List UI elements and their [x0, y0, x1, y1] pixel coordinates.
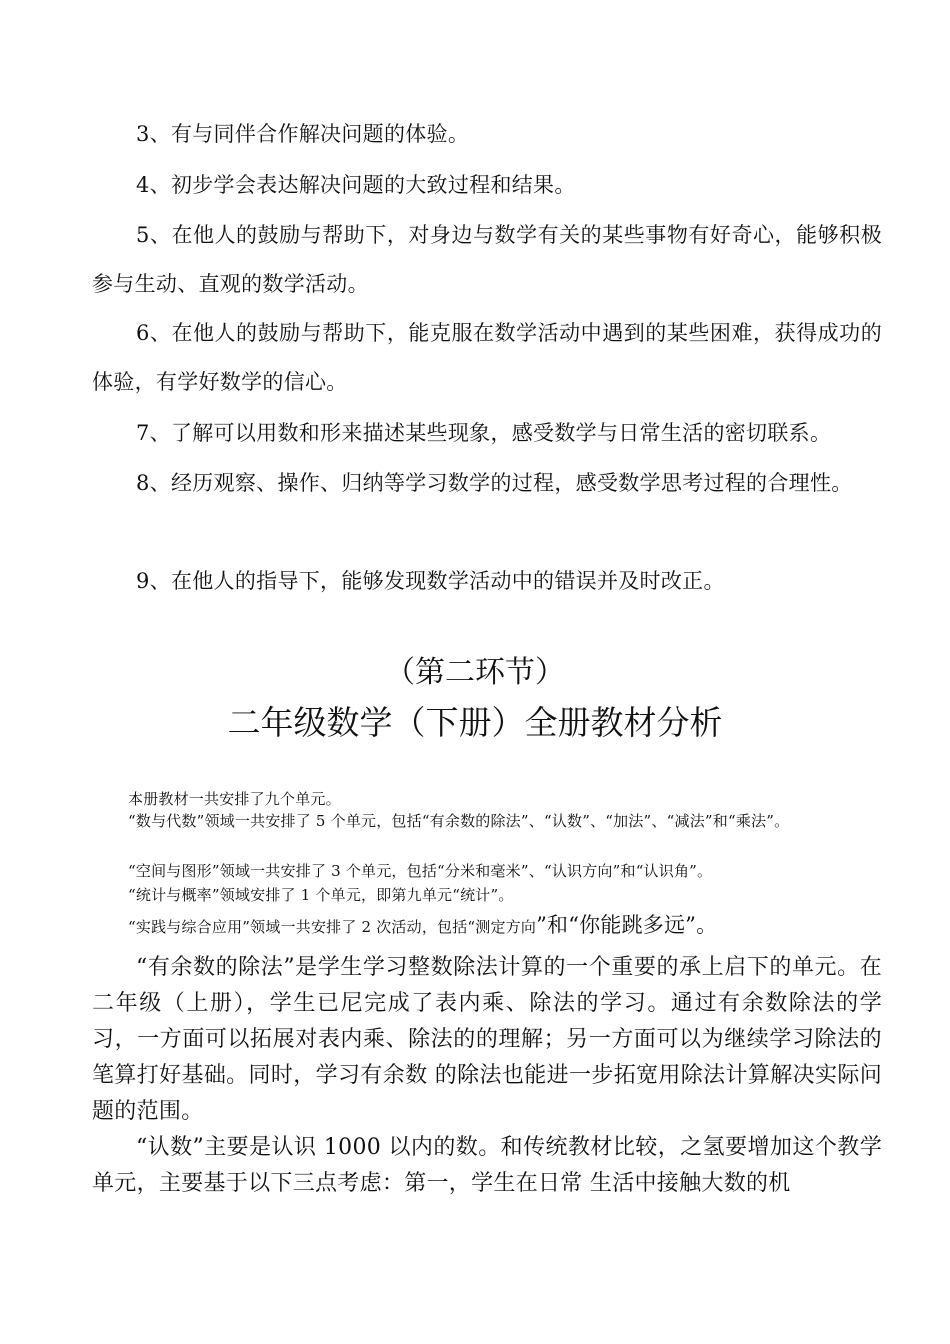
- goal-8: 8、经历观察、操作、归纳等学习数学的过程，感受数学思考过程的合理性。: [136, 471, 853, 495]
- overview-number-algebra: “数与代数”领域一共安排了 5 个单元，包括“有余数的除法”、“认数”、“加法”、“减法”和“乘法”。: [128, 812, 790, 830]
- practice-large-text: ”和“你能跳多远”。: [536, 913, 718, 937]
- section-subtitle: （第二环节）: [385, 655, 565, 690]
- goal-6: 6、在他人的鼓励与帮助下，能克服在数学活动中遇到的某些困难，获得成功的体验，有学好数学的信心。: [92, 321, 882, 394]
- analysis-numbers: “认数”主要是认识 1000 以内的数。和传统教材比较，之氢要增加这个教学单元，主要基于以下三点考虑：第一，学生在日常 生活中接触大数的机: [92, 1135, 882, 1196]
- overview-space-shape: “空间与图形”领域一共安排了 3 个单元，包括“分米和毫米”、“认识方向”和“认识角”。: [128, 862, 713, 880]
- overview-units: 本册教材一共安排了九个单元。: [128, 790, 341, 808]
- practice-small-text: “实践与综合应用”领域一共安排了 2 次活动，包括“测定方向: [128, 918, 537, 936]
- section-title: 二年级数学（下册）全册教材分析: [227, 703, 723, 742]
- goal-9: 9、在他人的指导下，能够发现数学活动中的错误并及时改正。: [136, 569, 725, 593]
- goal-3: 3、有与同伴合作解决问题的体验。: [136, 122, 470, 146]
- goal-5: 5、在他人的鼓励与帮助下，对身边与数学有关的某些事物有好奇心，能够积极参与生动、直观的数学活动。: [92, 223, 882, 296]
- goal-7: 7、了解可以用数和形来描述某些现象，感受数学与日常生活的密切联系。: [136, 421, 832, 445]
- overview-statistics: “统计与概率”领域安排了 1 个单元，即第九单元“统计”。: [128, 886, 514, 904]
- analysis-division: “有余数的除法”是学生学习整数除法计算的一个重要的承上启下的单元。在二年级（上册），学生已尼完成了表内乘、除法的学习。通过有余数除法的学习，一方面可以拓展对表内乘、除法的的理解；另一方面可以为继续学习除法的笔算打好基础。同时，学习有余数 的除法也能进一步拓宽用除法计算解决实际问题的范围。: [92, 955, 882, 1124]
- overview-practice: [92, 914, 882, 938]
- goal-4: 4、初步学会表达解决问题的大致过程和结果。: [136, 173, 576, 197]
